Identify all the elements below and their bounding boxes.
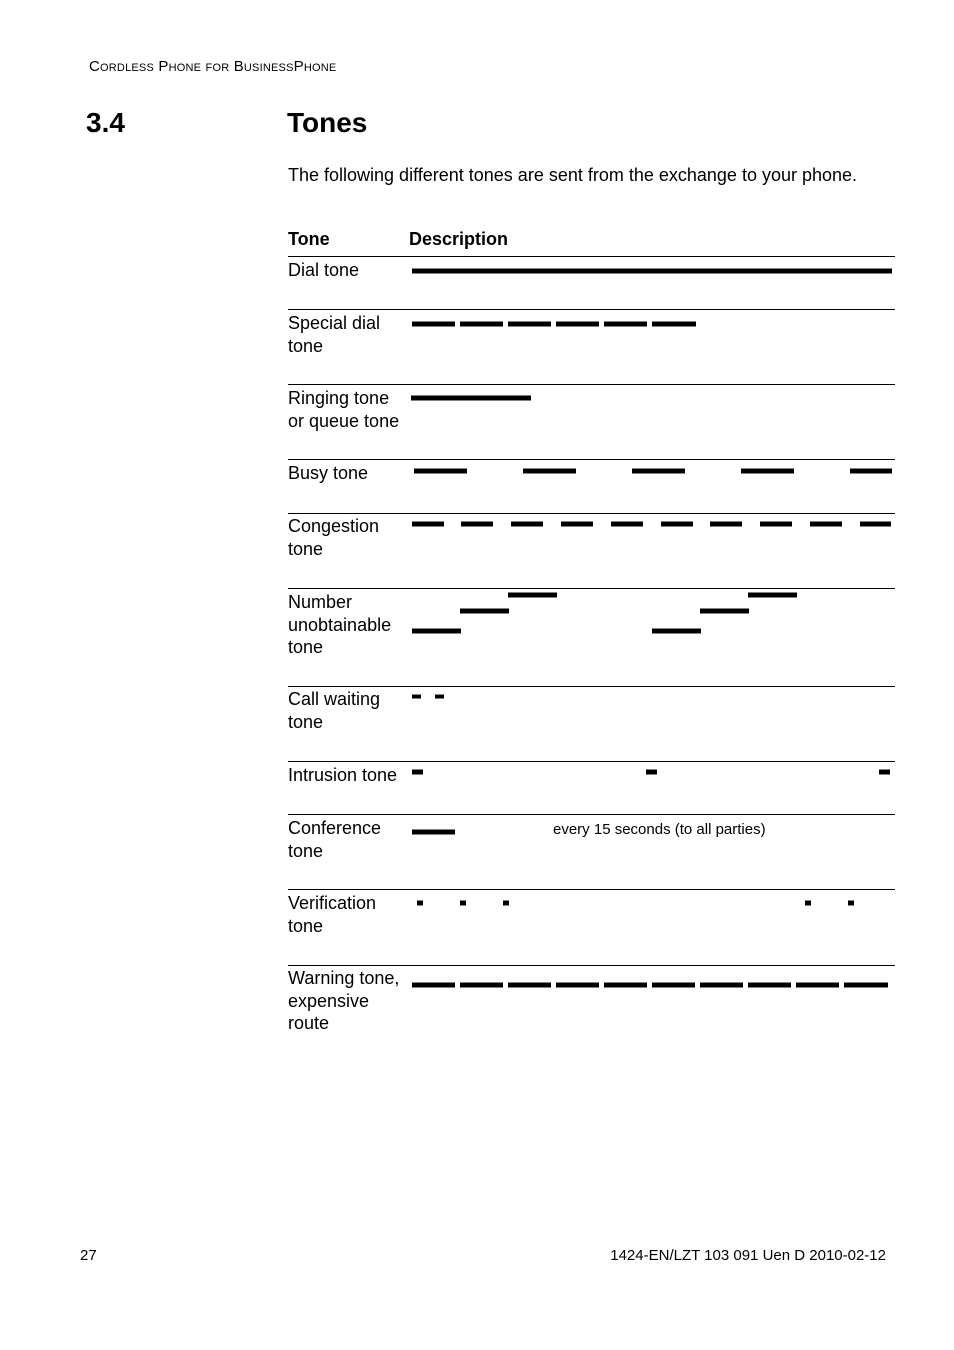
tone-segment <box>604 322 647 327</box>
pattern-number-unobtainable-tone <box>412 593 797 634</box>
tone-segment <box>412 830 455 835</box>
tone-segment <box>741 469 794 474</box>
tone-segment <box>460 901 466 906</box>
tone-segment <box>412 522 444 527</box>
tone-segment <box>556 322 599 327</box>
tone-segment <box>412 629 461 634</box>
tone-label-verification: Verification tone <box>288 893 377 936</box>
tone-segment <box>460 609 509 614</box>
pattern-dial-tone <box>412 269 892 274</box>
column-header-tone: Tone <box>288 229 330 249</box>
tone-segment <box>461 522 493 527</box>
tone-segment <box>748 983 791 988</box>
tone-segment <box>848 901 854 906</box>
tone-segment <box>700 983 743 988</box>
tone-segment <box>412 322 455 327</box>
tone-label-call-waiting: Call waiting tone <box>288 689 381 732</box>
tone-segment <box>652 322 696 327</box>
tone-segment <box>646 770 657 775</box>
page-number: 27 <box>80 1247 97 1264</box>
tone-segment <box>879 770 890 775</box>
tone-segment <box>652 629 701 634</box>
pattern-call-waiting-tone <box>412 695 444 699</box>
tone-segment <box>523 469 576 474</box>
tone-segment <box>611 522 643 527</box>
pattern-special-dial-tone <box>412 322 696 327</box>
tone-label-number-unobtainable: Number unobtainable tone <box>288 592 392 657</box>
tone-segment <box>460 983 503 988</box>
tone-segment <box>412 269 892 274</box>
tone-segment <box>652 983 695 988</box>
document-id: 1424-EN/LZT 103 091 Uen D 2010-02-12 <box>610 1247 886 1264</box>
tone-segment <box>710 522 742 527</box>
tone-label-warning: Warning tone, expensive route <box>288 968 400 1033</box>
running-header: Cordless Phone for BusinessPhone <box>89 58 337 75</box>
pattern-ringing-tone <box>411 396 531 401</box>
tone-label-conference: Conference tone <box>288 818 382 861</box>
tone-segment <box>760 522 792 527</box>
tone-label-congestion: Congestion tone <box>288 516 380 559</box>
tone-segment <box>632 469 685 474</box>
tone-label-busy: Busy tone <box>288 463 369 483</box>
tone-segment <box>412 983 455 988</box>
tone-segment <box>460 322 503 327</box>
tone-segment <box>844 983 888 988</box>
tone-segment <box>850 469 892 474</box>
tone-label-ringing: Ringing tone or queue tone <box>288 388 400 431</box>
tone-segment <box>748 593 797 598</box>
tone-label-dial: Dial tone <box>288 260 360 280</box>
column-header-description: Description <box>409 229 509 249</box>
tone-segment <box>414 469 467 474</box>
tone-segment <box>661 522 693 527</box>
pattern-intrusion-tone <box>412 770 890 775</box>
section-number: 3.4 <box>86 107 125 138</box>
tone-segment <box>508 322 551 327</box>
pattern-congestion-tone <box>412 522 891 527</box>
tone-segment <box>805 901 811 906</box>
tone-segment <box>796 983 839 988</box>
tone-segment <box>508 593 557 598</box>
tone-segment <box>417 901 423 906</box>
pattern-conference-tone <box>412 830 455 835</box>
pattern-verification-tone <box>417 901 854 906</box>
tone-segment <box>604 983 647 988</box>
tone-label-special-dial: Special dial tone <box>288 313 381 356</box>
intro-paragraph: The following different tones are sent from the exchange to your phone. <box>288 165 858 185</box>
pattern-warning-tone <box>412 983 888 988</box>
tone-segment <box>412 770 423 775</box>
tone-segment <box>411 396 531 401</box>
tone-label-intrusion: Intrusion tone <box>288 765 398 785</box>
section-title: Tones <box>287 107 368 138</box>
tone-segment <box>561 522 593 527</box>
tone-segment <box>810 522 842 527</box>
tone-segment <box>556 983 599 988</box>
tone-segment <box>860 522 891 527</box>
pattern-busy-tone <box>414 469 892 474</box>
tone-segment <box>412 695 421 699</box>
tone-segment <box>503 901 509 906</box>
conference-tone-note: every 15 seconds (to all parties) <box>553 821 766 838</box>
tone-segment <box>508 983 551 988</box>
tone-segment <box>700 609 749 614</box>
tone-segment <box>435 695 444 699</box>
tone-segment <box>511 522 543 527</box>
